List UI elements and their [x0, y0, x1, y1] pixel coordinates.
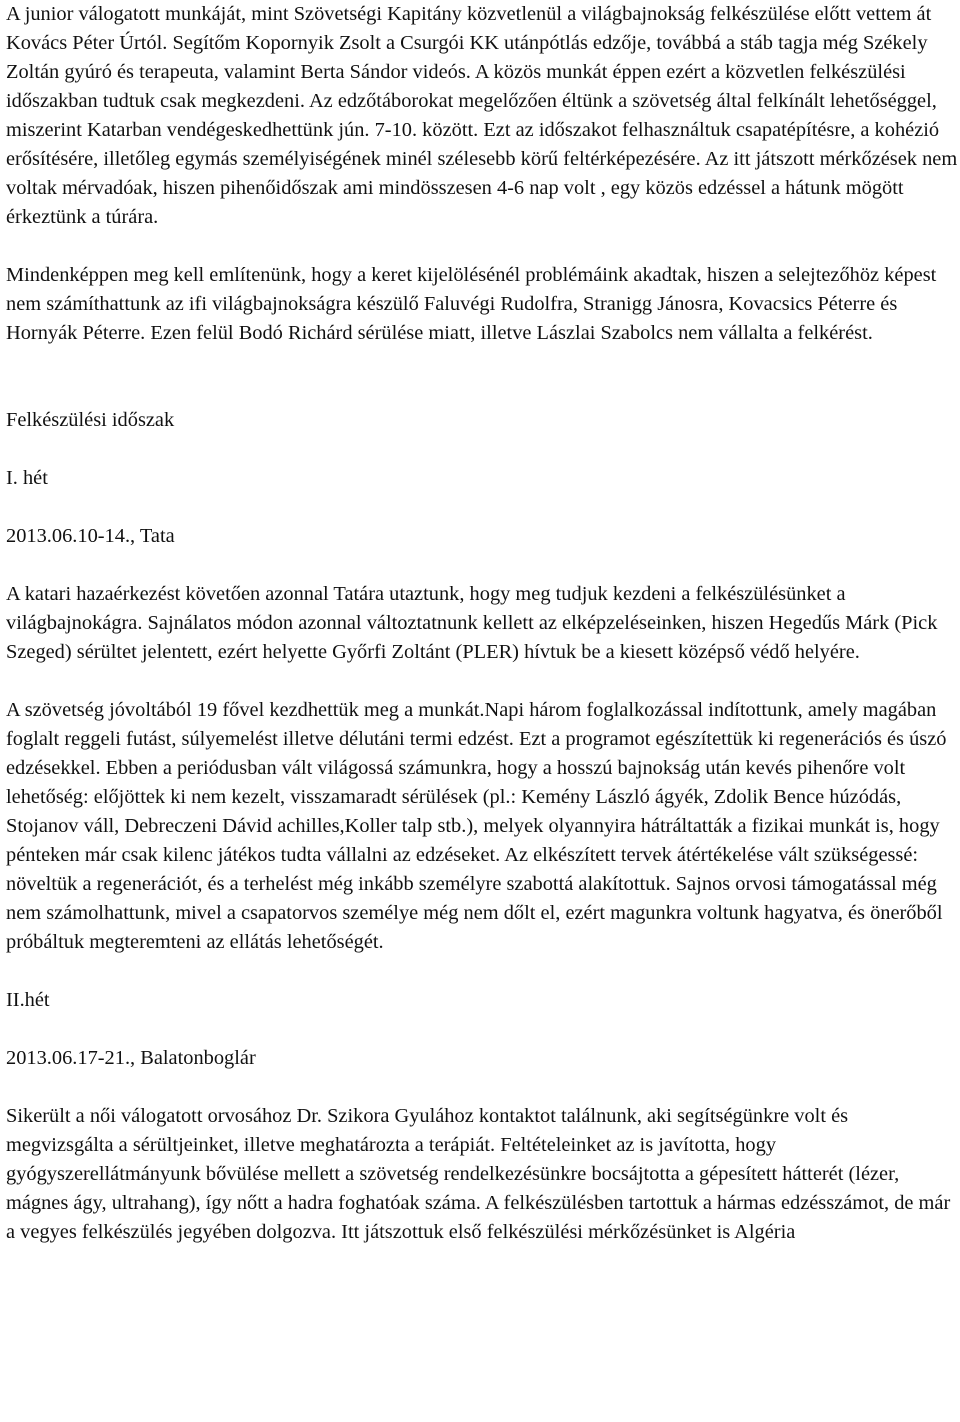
section-title: Felkészülési időszak — [6, 409, 175, 431]
week1-paragraph-1: A katari hazaérkezést követően azonnal Tatára utaztunk, hogy meg tudjuk kezdeni a felkészülésünket a világbajnokágra. Sajnálatos módon azonnal változtatnunk kellett az elképzeléseinken, hiszen Hegedűs Márk (Pick Szeged) sérültet jelentett, ezért helyette Győrfi Zoltánt (PLER) hívtuk be a kiesett középső védő helyére. — [6, 583, 938, 663]
week2-label: II.hét — [6, 989, 50, 1011]
squad-paragraph: Mindenképpen meg kell említenünk, hogy a keret kijelölésénél problémáink akadtak, hiszen a selejtezőhöz képest nem számíthattunk az ifi világbajnokságra készülő Faluvégi Rudolfra, Stranigg Jánosra, Kovacsics Péterre és Hornyák Péterre. Ezen felül Bodó Richárd sérülése miatt, illetve Lászlai Szabolcs nem vállalta a felkérést. — [6, 264, 937, 344]
document-page — [6, 0, 958, 1247]
week1-label: I. hét — [6, 467, 48, 489]
week2-paragraph-1: Sikerült a női válogatott orvosához Dr. Szikora Gyulához kontaktot találnunk, aki segítségünkre volt és megvizsgálta a sérültjeinket, illetve meghatározta a terápiát. Feltételeinket az is javította, hogy gyógyszerellátmányunk bővülése mellett a szövetség rendelkezésünkre bocsájtotta a gépesített hátterét (lézer, mágnes ágy, ultrahang), így nőtt a hadra foghatóak száma. A felkészülésben tartottuk a hármas edzésszámot, de már a vegyes felkészülés jegyében dolgozva. Itt játszottuk első felkészülési mérkőzésünket is Algéria — [6, 1105, 951, 1243]
week1-date-place: 2013.06.10-14., Tata — [6, 525, 175, 547]
week2-date-place: 2013.06.17-21., Balatonboglár — [6, 1047, 256, 1069]
week1-paragraph-2: A szövetség jóvoltából 19 fővel kezdhettük meg a munkát.Napi három foglalkozással indítottunk, amely magában foglalt reggeli futást, súlyemelést illetve délutáni termi edzést. Ezt a programot egészítettük ki regenerációs és úszó edzésekkel. Ebben a periódusban vált világossá számunkra, hogy a hosszú bajnokság után kevés pihenőre volt lehetőség: előjöttek ki nem kezelt, visszamaradt sérülések (pl.: Kemény László ágyék, Zdolik Bence húzódás, Stojanov váll, Debreczeni Dávid achilles,Koller talp stb.), melyek olyannyira hátráltatták a fizikai munkát is, hogy pénteken már csak kilenc játékos tudta vállalni az edzéseket. Az elkészített tervek átértékelése vált szükségessé: növeltük a regenerációt, és a terhelést még inkább személyre szabottá alakítottuk. Sajnos orvosi támogatással még nem számolhattunk, mivel a csapatorvos személye még nem dőlt el, ezért magunkra voltunk hagyatva, és önerőből próbáltuk megteremteni az ellátás lehetőségét. — [6, 699, 947, 953]
intro-paragraph: A junior válogatott munkáját, mint Szövetségi Kapitány közvetlenül a világbajnokság felkészülése előtt vettem át Kovács Péter Úrtól. Segítőm Kopornyik Zsolt a Csurgói KK utánpótlás edzője, továbbá a stáb tagja még Székely Zoltán gyúró és terapeuta, valamint Berta Sándor videós. A közös munkát éppen ezért a közvetlen felkészülési időszakban tudtuk csak megkezdeni. Az edzőtáborokat megelőzően éltünk a szövetség által felkínált lehetőséggel, miszerint Katarban vendégeskedhettünk jún. 7-10. között. Ezt az időszakot felhasználtuk csapatépítésre, a kohézió erősítésére, illetőleg egymás személyiségének minél szélesebb körű feltérképezésére. Az itt játszott mérkőzések nem voltak mérvadóak, hiszen pihenőidőszak ami mindösszesen 4-6 nap volt , egy közös edzéssel a hátunk mögött érkeztünk a túrára. — [6, 3, 958, 228]
